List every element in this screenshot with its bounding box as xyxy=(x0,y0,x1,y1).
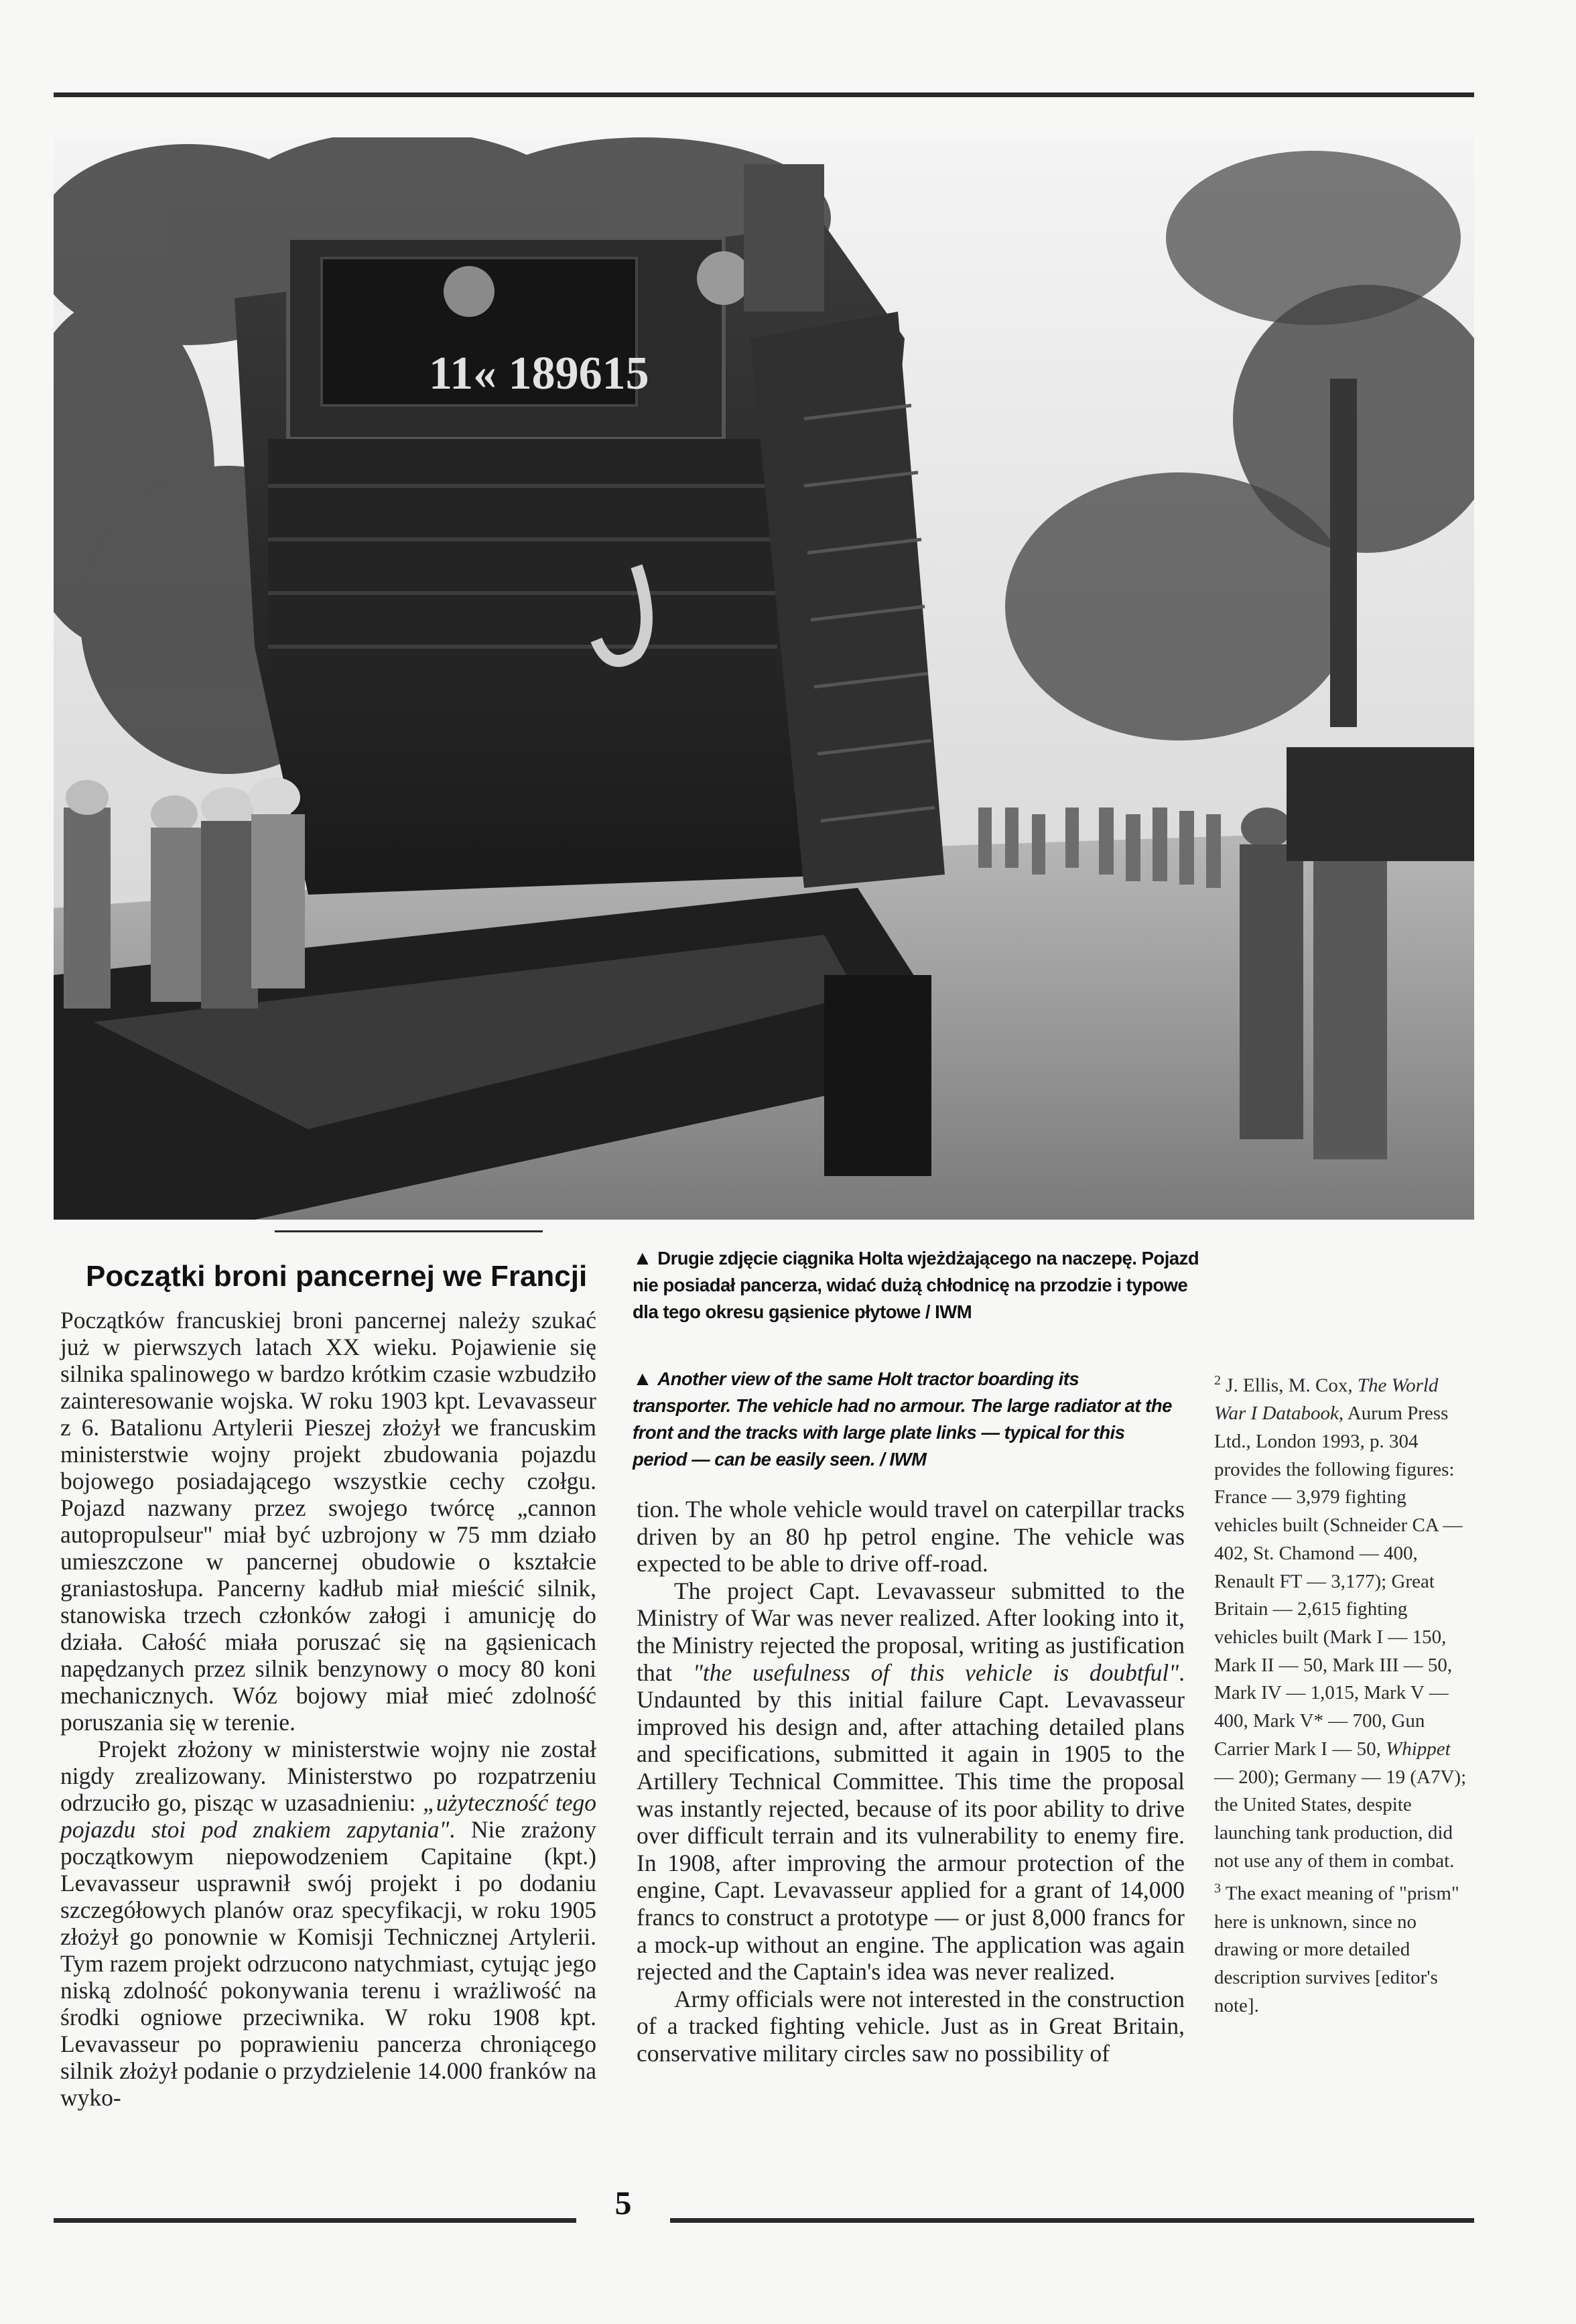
tractor-photo-drawing xyxy=(54,137,1474,1220)
footnote-2-title: The World War I Databook xyxy=(1214,1374,1439,1425)
tractor xyxy=(235,164,945,895)
bottom-rule-right xyxy=(670,2218,1474,2223)
footnote-2-authors: J. Ellis, M. Cox, xyxy=(1226,1374,1358,1397)
english-paragraph-3: Army officials were not interested in the construction of a tracked fighting vehicle. Just as in Great Britain, conservative military circles saw no possibility of xyxy=(637,1985,1185,2067)
polish-paragraph-2-end: . Nie zrażony początkowym niepowodzeniem Capitaine (kpt.) Levavasseur usprawnił swój projekt i po dodaniu szczegółowych planów oraz specyfikacji, w roku 1905 złożył go ponownie w Komisji Technicznej Artylerii. Tym razem projekt odrzucono natychmiast, cytując jego niską zdolność pokonywania terenu i wrażliwość na środki ogniowe przeciwnika. W roku 1908 kpt. Levavasseur po poprawieniu pancerza chroniącego silnik złożył podanie o przydzielenie 14.000 franków na wyko- xyxy=(60,1816,596,2111)
polish-paragraph-2-quote: „użyteczność tego pojazdu stoi pod znakiem zapytania" xyxy=(60,1789,597,1843)
polish-paragraph-1: Początków francuskiej broni pancernej należy szukać już w pierwszych latach XX wieku. Pojawienie się silnika spalinowego w bardzo krótkim czasie wzbudziło zainteresowanie wojska. W roku 1903 kpt. Levavasseur z 6. Batalionu Artylerii Pieszej złożył we francuskim ministerstwie wojny projekt zbudowania pojazdu bojowego posiadającego wszystkie cechy czołgu. Pojazd nazwany przez swojego twórcę „cannon autopropulseur" miał być uzbrojony w 75 mm działo umieszczone w pancernej obudowie o kształcie graniastosłupa. Pancerny kadłub miał mieścić silnik, stanowiska trzech członków załogi i amunicję do działa. Całość miała poruszać się na gąsienicach napędzanych przez silnik benzynowy o mocy 80 koni mechanicznych. Wóz bojowy miał mieć zdolność poruszania się w terenie. xyxy=(60,1307,596,1736)
serial-number: 11« 189615 xyxy=(429,348,649,399)
english-paragraph-1: tion. The whole vehicle would travel on caterpillar tracks driven by an 80 hp petrol engine. The vehicle was expected to be able to drive off-road. xyxy=(637,1496,1185,1577)
footnote-2 xyxy=(1214,1367,1469,1875)
footnote-3-text: The exact meaning of "prism" here is unknown, since no drawing or more detailed description survives [editor's note]. xyxy=(1214,1882,1459,2016)
footnote-2-whippet: Whippet xyxy=(1386,1738,1451,1760)
footnote-2-body: , Aurum Press Ltd., London 1993, p. 304 provides the following figures: France — 3,979 fighting vehicles built (Schneider CA — 402, St. Chamond — 400, Renault FT — 3,177); Great Britain — 2,615 fighting vehicles built (Mark I — 150, Mark II — 50, Mark III — 50, Mark IV — 1,015, Mark V — 400, Mark V* — 700, Gun Carrier Mark I — 50, xyxy=(1214,1403,1463,1760)
english-paragraph-2-quote: "the usefulness of this vehicle is doubtful" xyxy=(693,1659,1179,1686)
english-paragraph-2-end: . Undaunted by this initial failure Capt. Levavasseur improved his design and, after attaching detailed plans and specifications, submitted it again in 1905 to the Artillery Technical Committee. This time the proposal was instantly rejected, because of its poor ability to drive over difficult terrain and its vulnerability to enemy fire. In 1908, after improving the armour protection of the engine, Capt. Levavasseur applied for a grant of 14,000 francs to construct a prototype — or just 8,000 francs for a mock-up without an engine. The application was again rejected and the Captain's idea was never realized. xyxy=(637,1659,1185,1986)
english-paragraph-2-start: The project Capt. Levavasseur submitted to the Ministry of War was never realized. After looking into it, the Ministry rejected the proposal, writing as justification that xyxy=(637,1577,1185,1686)
caption-english xyxy=(633,1366,1182,1473)
caption-polish-text: Drugie zdjęcie ciągnika Holta wjeżdżającego na naczepę. Pojazd nie posiadał pancerza, widać dużą chłodnicę na przodzie i typowe dla tego okresu gąsienice płytowe / IWM xyxy=(633,1248,1199,1322)
triangle-icon: ▲ xyxy=(633,1247,653,1269)
top-rule xyxy=(54,92,1474,97)
soldiers-left xyxy=(64,777,305,1009)
bottom-rule-left xyxy=(54,2218,576,2223)
footnotes-column xyxy=(1214,1367,1469,2020)
section-heading: Początki broni pancernej we Francji xyxy=(86,1260,588,1293)
triangle-icon: ▲ xyxy=(633,1368,653,1390)
tractor-photo xyxy=(54,137,1474,1220)
truck xyxy=(1287,747,1474,861)
footnote-3 xyxy=(1214,1875,1469,2020)
footnote-2-end: — 200); Germany — 19 (A7V); the United States, despite launching tank production, did not use any of them in combat. xyxy=(1214,1766,1467,1872)
page-number: 5 xyxy=(614,2184,632,2221)
caption-polish xyxy=(633,1245,1209,1326)
heading-rule xyxy=(275,1230,543,1232)
polish-paragraph-2 xyxy=(60,1736,596,2111)
english-text-column xyxy=(637,1496,1185,2067)
polish-text-column xyxy=(60,1307,596,2111)
footnote-3-number: 3 xyxy=(1214,1881,1221,1896)
footnote-2-number: 2 xyxy=(1214,1373,1221,1388)
polish-paragraph-2-start: Projekt złożony w ministerstwie wojny nie został nigdy zrealizowany. Ministerstwo po rozpatrzeniu odrzuciło go, pisząc w uzasadnieniu: xyxy=(60,1736,596,1816)
caption-english-text: Another view of the same Holt tractor boarding its transporter. The vehicle had no armour. The large radiator at the front and the tracks with large plate links — typical for this period — can be easily seen. / IWM xyxy=(633,1368,1172,1470)
english-paragraph-2 xyxy=(637,1577,1185,1986)
